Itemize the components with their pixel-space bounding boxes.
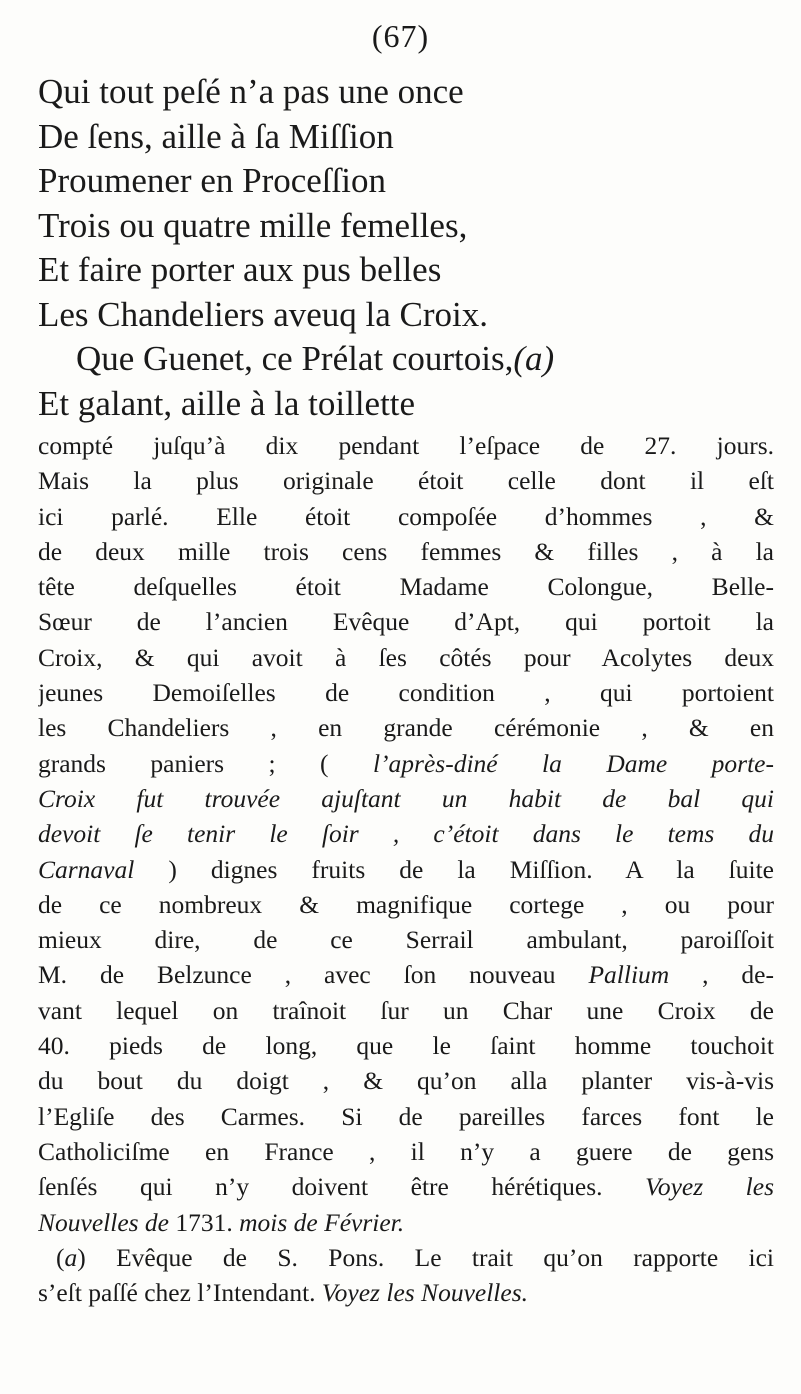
verse-line bbox=[38, 337, 778, 382]
text-segment: Croix, & qui avoit à ſes côtés pour Acolytes deux bbox=[38, 642, 774, 672]
prose-line bbox=[38, 569, 774, 604]
italic-text: Nouvelles de bbox=[38, 1207, 169, 1237]
italic-text: Pallium bbox=[588, 960, 670, 990]
italic-text: Carnaval bbox=[38, 854, 135, 884]
prose-line bbox=[38, 887, 774, 922]
italic-text: devoit ſe tenir le ſoir , c’étoit dans le tems du bbox=[38, 819, 774, 849]
text-segment: , de- bbox=[669, 960, 774, 990]
text-segment: ) Evêque de S. Pons. Le trait qu’on rapporte ici bbox=[77, 1242, 774, 1272]
text-segment: grands paniers ; ( bbox=[38, 748, 373, 778]
prose-line bbox=[38, 710, 774, 745]
italic-text: Voyez les Nouvelles. bbox=[321, 1278, 528, 1308]
prose-line bbox=[38, 781, 774, 816]
prose-line bbox=[38, 922, 774, 957]
verse-line-text: Qui tout peſé n’a pas une once bbox=[38, 72, 464, 111]
italic-text: l’après-diné la Dame porte- bbox=[372, 748, 774, 778]
verse-line-text: De ſens, aille à ſa Miſſion bbox=[38, 116, 394, 156]
prose-line bbox=[38, 957, 774, 992]
text-segment: tête deſquelles étoit Madame Colongue, Belle- bbox=[38, 572, 774, 602]
verse-line bbox=[38, 204, 778, 249]
text-segment: ( bbox=[56, 1242, 65, 1272]
verse-line bbox=[38, 382, 778, 427]
prose-line bbox=[38, 1099, 774, 1134]
text-segment: s’eſt paſſé chez l’Intendant. bbox=[38, 1278, 322, 1308]
verse-line bbox=[38, 115, 778, 160]
verse-line-text: Et galant, aille à la toillette bbox=[38, 383, 416, 423]
prose-line bbox=[38, 463, 774, 498]
verse-line bbox=[38, 293, 778, 338]
page-number: (67) bbox=[371, 18, 430, 54]
verse-line-text: Que Guenet, ce Prélat courtois, bbox=[76, 339, 514, 378]
prose-line bbox=[38, 816, 774, 851]
text-segment: de deux mille trois cens femmes & filles , à la bbox=[38, 536, 774, 566]
prose-line bbox=[38, 499, 774, 534]
text-segment: Catholiciſme en France , il n’y a guere de gens bbox=[38, 1136, 774, 1166]
prose-line bbox=[38, 1205, 774, 1240]
italic-text: mois de Février. bbox=[239, 1207, 405, 1237]
prose-line bbox=[38, 746, 774, 781]
text-segment: l’Egliſe des Carmes. Si de pareilles farces font le bbox=[38, 1101, 774, 1131]
italic-text: a bbox=[64, 1242, 78, 1272]
text-segment: jeunes Demoiſelles de condition , qui portoient bbox=[38, 678, 774, 708]
prose-line bbox=[38, 604, 774, 639]
prose-line bbox=[38, 1028, 774, 1063]
text-segment: les Chandeliers , en grande cérémonie , & en bbox=[38, 713, 774, 743]
prose-line bbox=[38, 1063, 774, 1098]
text-segment: du bout du doigt , & qu’on alla planter vis-à-vis bbox=[38, 1066, 774, 1096]
prose-line bbox=[38, 675, 774, 710]
text-segment: ici parlé. Elle étoit compoſée d’hommes , & bbox=[38, 501, 774, 531]
prose-line bbox=[38, 428, 774, 463]
text-segment: Mais la plus originale étoit celle dont il eſt bbox=[38, 466, 774, 496]
verse-line-text: Trois ou quatre mille femelles, bbox=[38, 205, 468, 245]
italic-text: Croix fut trouvée ajuſtant un habit de bal qui bbox=[38, 783, 774, 813]
verse-line-text: Proumener en Proceſſion bbox=[38, 161, 386, 200]
text-segment: 1731. bbox=[169, 1207, 240, 1237]
text-segment: Sœur de l’ancien Evêque d’Apt, qui portoit la bbox=[38, 607, 774, 637]
prose-line bbox=[38, 1275, 774, 1310]
prose-line bbox=[38, 993, 774, 1028]
prose-block bbox=[38, 428, 774, 1310]
text-segment: ) dignes fruits de la Miſſion. A la ſuite bbox=[134, 854, 774, 884]
prose-line bbox=[38, 852, 774, 887]
text-segment: de ce nombreux & magnifique cortege , ou pour bbox=[38, 889, 774, 919]
text-segment: compté juſqu’à dix pendant l’eſpace de 27. jours. bbox=[38, 431, 774, 460]
text-segment: vant lequel on traînoit ſur un Char une Croix de bbox=[38, 995, 774, 1025]
verse-line-text: Les Chandeliers aveuq la Croix. bbox=[38, 294, 489, 334]
italic-text: Voyez les bbox=[645, 1172, 774, 1202]
text-segment: mieux dire, de ce Serrail ambulant, paroiſſoit bbox=[38, 925, 774, 955]
verse-line-text: Et faire porter aux pus belles bbox=[38, 250, 442, 289]
verse-line bbox=[38, 70, 778, 115]
footnote-reference: (a) bbox=[513, 339, 555, 378]
prose-line bbox=[38, 1240, 774, 1275]
prose-line bbox=[38, 640, 774, 675]
verse-block bbox=[38, 70, 778, 426]
text-segment: M. de Belzunce , avec ſon nouveau bbox=[38, 960, 589, 990]
prose-line bbox=[38, 1134, 774, 1169]
prose-line bbox=[38, 1169, 774, 1204]
verse-line bbox=[38, 248, 778, 293]
prose-line bbox=[38, 534, 774, 569]
text-segment: ſenſés qui n’y doivent être hérétiques. bbox=[38, 1172, 646, 1202]
verse-line bbox=[38, 159, 778, 204]
text-segment: 40. pieds de long, que le ſaint homme touchoit bbox=[38, 1031, 774, 1061]
